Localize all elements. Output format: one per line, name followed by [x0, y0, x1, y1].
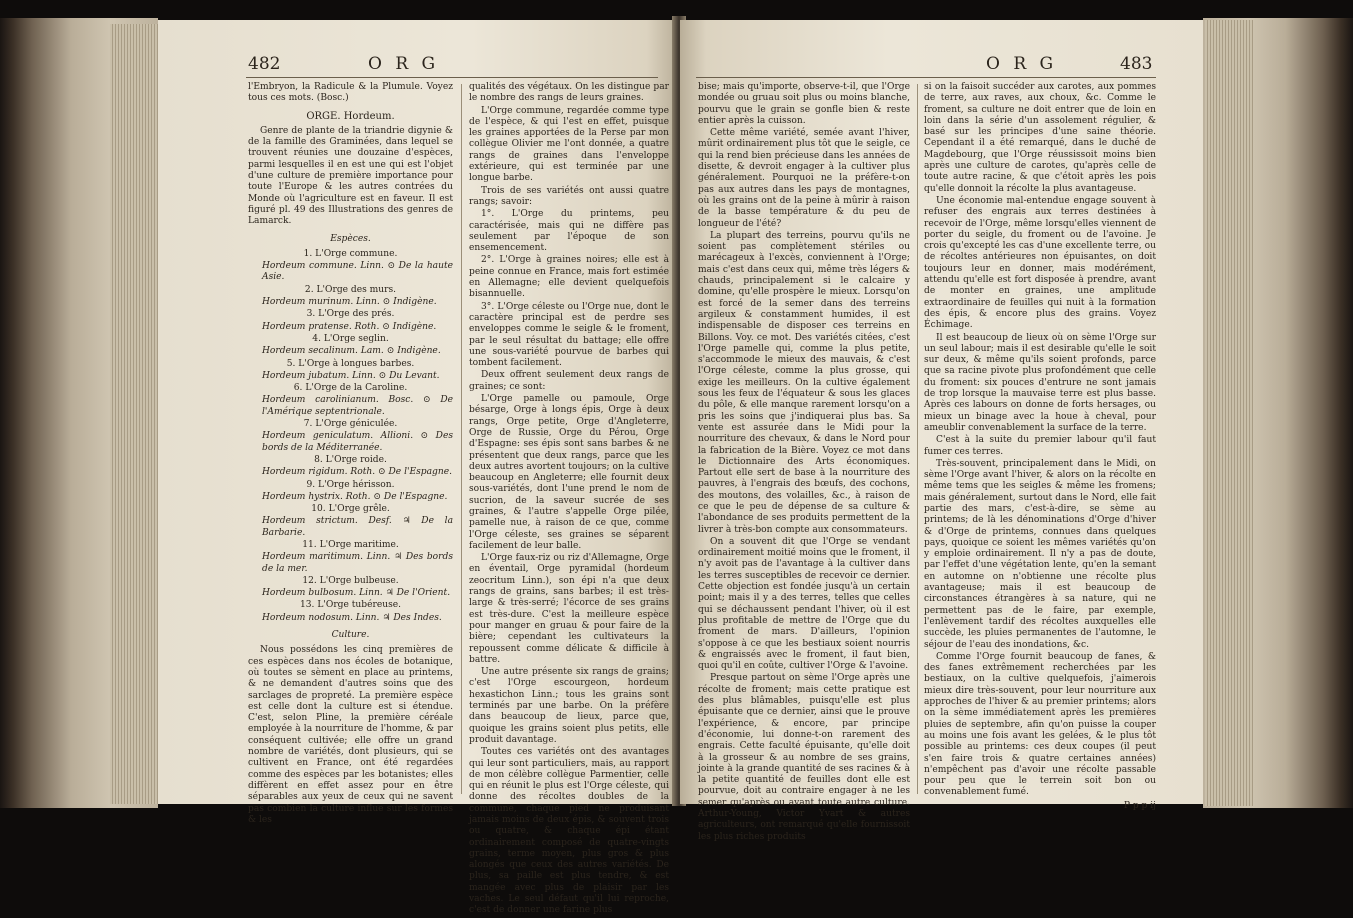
column-rule-left	[461, 84, 462, 794]
paragraph: Comme l'Orge fournit beaucoup de fanes, & des fanes extrêmement recherchées par les bestiaux, on la cultive quelquefois, j'aimerois mieux dire très-souvent, pour leur nourriture aux approches de l'hiver & au premier printems; alors on la sème immédiatement après les premières pluies de septembre, afin qu'on puisse la couper au moins une fois avant les gelées, & le plus tôt possible au printems: ces deux coupes (il peut s'en faire trois & quatre certaines années) n'empêchent pas d'avoir une récolte passable pour peu que le terrein soit bon ou convenablement fumé.	[924, 651, 1156, 798]
especes-heading: Espèces.	[330, 233, 371, 244]
paragraph: Une autre présente six rangs de grains; c'est l'Orge escourgeon, hordeum hexastichon Linn.; tous les grains sont terminés par une barbe. On la préfère dans beaucoup de lieux, parce que, quoique les grains soient plus petits, elle produit davantage.	[469, 667, 669, 745]
paragraph: L'Orge faux-riz ou riz d'Allemagne, Orge en éventail, Orge pyramidal (hordeum zeocritum Linn.), son épi n'a que deux rangs de grains, sans barbes; il est très-large & très-serré; l'écorce de ses grains est très-dure. C'est la meilleure espèce pour manger en gruau & pour faire de la bière; cependant les cultivateurs la repoussent comme délicate & difficile à battre.	[469, 553, 669, 665]
paragraph: L'Orge commune, regardée comme type de l'espèce, & qui l'est en effet, puisque les graines apportées de la Perse par mon collègue Olivier me l'ont donnée, a quatre rangs de graines dans l'enveloppe extérieure, qui est terminée par une longue barbe.	[469, 105, 669, 184]
species-latin: Hordeum hystrix. Roth. ⊙ De l'Espagne.	[262, 491, 448, 502]
paragraph: Trois de ses variétés ont aussi quatre rangs; savoir:	[469, 185, 669, 207]
species-latin: Hordeum carolinianum. Bosc. ⊙ De l'Amérique septentrionale.	[262, 395, 453, 417]
species-name: 1. L'Orge commune.	[303, 248, 398, 259]
genus-description: Genre de plante de la triandrie digynie & de la famille des Graminées, dans lequel se trouvent réunies une douzaine d'espèces, parmi lesquelles il en est une qui est l'objet d'une culture de première importance pour toute l'Europe & les autres contrées du Monde où l'agriculture est en faveur. Il est figuré pl. 49 des Illustrations des genres de Lamarck.	[248, 125, 453, 227]
paragraph: 2°. L'Orge à graines noires; elle est à peine connue en France, mais fort estimée en Allemagne; elle devient quelquefois bisannuelle.	[469, 255, 669, 300]
right-page-edge-lines	[1205, 20, 1253, 806]
species-name: 7. L'Orge géniculée.	[303, 419, 398, 430]
paragraph: Toutes ces variétés ont des avantages qui leur sont particuliers, mais, au rapport de mon célèbre collègue Parmentier, celle qui en réunit le plus est l'Orge céleste, qui donne des récoltes doubles de la commune, chaque pied ne produisant jamais moins de deux épis, & souvent trois ou quatre, & chaque épi étant ordinairement composé de quatre-vingts grains, terme moyen, plus gros & plus alongés que ceux des autres variétés. De plus, sa paille est plus tendre, & est mangée avec plus de plaisir par les vaches. Le seul défaut qu'il lui reproche, c'est de donner une farine plus	[469, 747, 669, 916]
species-latin: Hordeum murinum. Linn. ⊙ Indigène.	[262, 297, 437, 308]
species-latin: Hordeum nodosum. Linn. ♃ Des Indes.	[262, 612, 442, 623]
species-latin: Hordeum bulbosum. Linn. ♃ De l'Orient.	[262, 588, 451, 599]
right-page	[680, 20, 1203, 842]
species-latin: Hordeum jubatum. Linn. ⊙ Du Levant.	[262, 370, 440, 381]
page-number-right: 483	[1120, 54, 1153, 74]
header-rule-right	[696, 77, 1156, 78]
species-latin: Hordeum pratense. Roth. ⊙ Indigène.	[262, 321, 437, 332]
left-page-edge-lines	[110, 24, 158, 804]
species-name: 13. L'Orge tubéreuse.	[299, 600, 402, 611]
culture-text: Nous possédons les cinq premières de ces espèces dans nos écoles de botanique, où toutes se sèment en place au printems, & ne demandent d'autres soins que des sarclages de propreté. La première espèce est celle dont la culture est si étendue. C'est, selon Pline, la première céréale employée à la nourriture de l'homme, & par conséquent cultivée; elle offre un grand nombre de variétés, dont plusieurs, qui se cultivent en France, ont été regardées comme des espèces par les botanistes; elles diffèrent en effet assez pour en être séparables aux yeux de ceux qui ne savent pas combien la culture influe sur les formes & les	[248, 645, 453, 825]
right-column-1	[698, 82, 910, 844]
paragraph: L'Orge pamelle ou pamoule, Orge bésarge, Orge à longs épis, Orge à deux rangs, Orge petite, Orge d'Angleterre, Orge de Russie, Orge du Pérou, Orge d'Espagne: ses épis sont sans barbes & ne présentent que deux rangs, parce que les deux autres avortent toujours; on la cultive beaucoup en Angleterre; elle fournit deux sous-variétés, dont l'une prend le nom de sucrion, de la saveur sucrée de ses graines, & l'autre s'appelle Orge pilée, pamelle nue, à raison de ce que, comme l'Orge céleste, ses graines se séparent facilement de leur balle.	[469, 394, 669, 551]
paragraph: La plupart des terreins, pourvu qu'ils ne soient pas complètement stériles ou marécageux à l'excès, conviennent à l'Orge; mais c'est dans ceux qui, même très légers & chauds, principalement si le calcaire y domine, qu'elle prospère le mieux. Lorsqu'on est forcé de la semer dans des terreins argileux & constamment humides, il est indispensable de disposer ces terreins en Billons. Voy. ce mot. Des variétés citées, c'est l'Orge pamelle qui, comme la plus petite, s'accommode le mieux des mauvais, & c'est l'Orge céleste, comme la plus grosse, qui exige les meilleurs. On la cultive également sous les feux de l'équateur & sous les glaces du pôle, & elle manque rarement lorsqu'on a pris les soins que j'indiquerai plus bas. Sa vente est assurée dans le Midi pour la nourriture des chevaux, & dans le Nord pour la fabrication de la Bière. Voyez ce mot dans le Dictionnaire des Arts économiques. Partout elle sert de base à la nourriture des pauvres, à l'engrais des bœufs, des cochons, des moutons, des volailles, &c., à raison de ce que le peu de dépense de sa culture & l'abondance de ses produits permettent de la livrer à très-bon compte aux consommateurs.	[698, 230, 910, 535]
species-latin: Hordeum geniculatum. Allioni. ⊙ Des bords de la Méditerranée.	[262, 431, 453, 453]
species-name: 9. L'Orge hérisson.	[306, 479, 395, 490]
culture-heading: Culture.	[331, 630, 370, 641]
species-latin: Hordeum secalinum. Lam. ⊙ Indigène.	[262, 346, 441, 357]
paragraph: 3°. L'Orge céleste ou l'Orge nue, dont le caractère principal est de perdre ses enveloppes comme le seigle & le froment, par le seul résultat du battage; elle offre une sous-variété pourvue de barbes qui tombent facilement.	[469, 301, 669, 369]
signature-mark: P p p ij	[1123, 800, 1156, 811]
paragraph: On a souvent dit que l'Orge se vendant ordinairement moitié moins que le froment, il n'y avoit pas de l'avantage à la cultiver dans les terres susceptibles de recevoir ce dernier. Cette objection est fondée jusqu'à un certain point; mais il y a des terres, telles que celles qui se déchaussent pendant l'hiver, où il est plus profitable de mettre de l'Orge que du froment de mars. D'ailleurs, l'opinion s'oppose à ce que les bestiaux soient nourris & engraissés avec le froment, il faut bien, quoi qu'il en coûte, cultiver l'Orge & l'avoine.	[698, 536, 910, 672]
running-header-right: O R G	[986, 54, 1058, 74]
left-column-2	[469, 82, 669, 918]
species-latin: Hordeum strictum. Desf. ♃ De la Barbarie.	[262, 516, 453, 538]
species-latin: Hordeum maritimum. Linn. ♃ Des bords de la mer.	[262, 552, 453, 574]
paragraph: Deux offrent seulement deux rangs de graines; ce sont:	[469, 370, 669, 392]
running-header-left: O R G	[368, 54, 440, 74]
species-name: 10. L'Orge grêle.	[311, 504, 390, 515]
species-name: 2. L'Orge des murs.	[304, 284, 397, 295]
column-rule-right	[917, 84, 918, 794]
article-title: ORGE. Hordeum.	[306, 110, 395, 122]
species-name: 11. L'Orge maritime.	[302, 539, 399, 550]
species-name: 4. L'Orge seglin.	[312, 333, 389, 344]
left-page	[158, 20, 678, 916]
paragraph: si on la faisoit succéder aux carotes, aux pommes de terre, aux raves, aux choux, &c. Comme le froment, sa culture ne doit entrer que de loin en loin dans la série d'un assolement régulier, & basé sur les principes d'une saine théorie. Cependant il a été remarqué, dans le duché de Magdebourg, que l'Orge réussissoit moins bien après une culture de carotes, qu'après celle de toute autre racine, & que c'étoit après les pois qu'elle donnoit la récolte la plus avantageuse.	[924, 82, 1156, 194]
paragraph: qualités des végétaux. On les distingue par le nombre des rangs de leurs graines.	[469, 82, 669, 104]
page-number-left: 482	[248, 54, 281, 74]
paragraph: Presque partout on sème l'Orge après une récolte de froment; mais cette pratique est des plus blâmables, puisqu'elle est plus épuisante que ce dernier, ainsi que le prouve l'expérience, & encore, par principe d'économie, lui donne-t-on rarement des engrais. Cette faculté épuisante, qu'elle doit à la grosseur & au nombre de ses grains, jointe à la grande quantité de ses racines & à la petite quantité de feuilles dont elle est pourvue, doit au contraire engager à ne les semer qu'après ou avant toute autre culture. Arthur-Young, Victor Yvart & autres agriculteurs, ont remarqué qu'elle fournissoit les plus riches produits	[698, 673, 910, 842]
species-name: 5. L'Orge à longues barbes.	[286, 358, 415, 369]
paragraph: Il est beaucoup de lieux où on sème l'Orge sur un seul labour; mais il est desirable qu'elle le soit sur deux, & même qu'ils soient profonds, parce que sa racine pivote plus profondément que celle du froment: six pouces d'entrure ne sont jamais de trop lorsque la mauvaise terre est plus basse. Après ces labours on donne de forts hersages, ou mieux un binage avec la houe à cheval, pour ameublir convenablement la surface de la terre.	[924, 332, 1156, 433]
paragraph: Cette même variété, semée avant l'hiver, mûrit ordinairement plus tôt que le seigle, ce qui la rend bien précieuse dans les années de disette, & devroit engager à la cultiver plus généralement. Pourquoi ne la préfère-t-on pas aux autres dans les pays de montagnes, où les grains ont de la peine à mûrir à raison de la basse température & du peu de longueur de l'été?	[698, 128, 910, 229]
left-column-1	[248, 82, 453, 827]
species-latin: Hordeum rigidum. Roth. ⊙ De l'Espagne.	[262, 467, 452, 478]
species-name: 12. L'Orge bulbeuse.	[302, 575, 399, 586]
species-latin: Hordeum commune. Linn. ⊙ De la haute Asie.	[262, 261, 453, 283]
header-rule-left	[246, 77, 658, 78]
species-name: 6. L'Orge de la Caroline.	[293, 383, 408, 394]
paragraph: 1°. L'Orge du printems, peu caractérisée, mais qui ne diffère pas seulement par l'époque de son ensemencement.	[469, 209, 669, 254]
intro-text: l'Embryon, la Radicule & la Plumule. Voyez tous ces mots. (Bosc.)	[248, 82, 453, 104]
paragraph: C'est à la suite du premier labour qu'il faut fumer ces terres.	[924, 435, 1156, 457]
species-name: 8. L'Orge roide.	[314, 454, 387, 465]
paragraph: Très-souvent, principalement dans le Midi, on sème l'Orge avant l'hiver, & alors on la récolte en même tems que les seigles & même les fromens; mais généralement, surtout dans le Nord, elle fait partie des mars, c'est-à-dire, se sème au printems; de là les dénominations d'Orge d'hiver & d'Orge de printems, connues dans quelques pays, quoique ce soient les mêmes variétés qu'on y emploie ordinairement. Il n'y a pas de doute, par l'effet d'une végétation lente, qu'en la semant en automne on n'obtienne une récolte plus avantageuse; mais il est beaucoup de circonstances étrangères à sa nature, qui ne permettent pas de le faire, par exemple, l'enlèvement tardif des récoltes auxquelles elle succède, les pluies permanentes de l'automne, le séjour de l'eau des inondations, &c.	[924, 458, 1156, 650]
paragraph: bise; mais qu'importe, observe-t-il, que l'Orge mondée ou gruau soit plus ou moins blanche, pourvu que le grain se gonfle bien & reste entier après la cuisson.	[698, 82, 910, 126]
paragraph: Une économie mal-entendue engage souvent à refuser des engrais aux terres destinées à recevoir de l'Orge, même lorsqu'elles viennent de porter du seigle, du froment ou de l'avoine. Je crois qu'excepté les cas d'une excellente terre, ou de récoltes antérieures non épuisantes, on doit toujours leur en donner, mais modérément, attendu qu'elle est fort disposée à prendre, avant de monter en graines, une amplitude extraordinaire de feuilles qui nuit à la formation des épis, & encore plus des grains. Voyez Échimage.	[924, 195, 1156, 331]
right-column-2	[924, 82, 1156, 813]
species-name: 3. L'Orge des prés.	[306, 309, 395, 320]
species-list	[248, 249, 453, 624]
